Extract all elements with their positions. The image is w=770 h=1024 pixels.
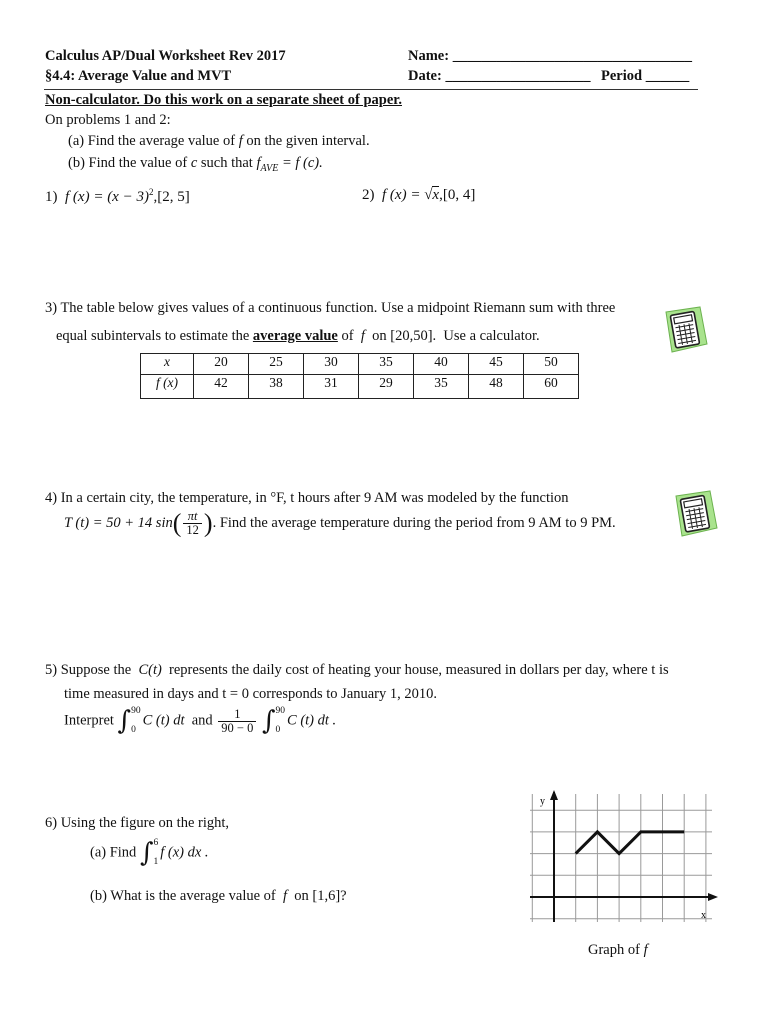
- date-field: Date: ____________________: [408, 68, 591, 84]
- function-line: [576, 832, 685, 854]
- problem-3-line1: 3) The table below gives values of a continuous function. Use a midpoint Riemann sum with three: [45, 300, 616, 316]
- name-field: Name: _________________________________: [408, 48, 692, 64]
- problem-6-part-b: (b) What is the average value of f on [1,6]?: [90, 888, 347, 904]
- graph-of-f: [520, 790, 720, 930]
- section-title: §4.4: Average Value and MVT: [45, 68, 232, 84]
- table-cell: 40: [414, 354, 469, 375]
- intro-part-b: (b) Find the value of c such that $f_{AVE} = f$ (c).: [68, 155, 323, 174]
- table-cell: 45: [469, 354, 524, 375]
- problem-5-line2: time measured in days and t = 0 corresponds to January 1, 2010.: [64, 686, 438, 702]
- problem-3-line2: equal subintervals to estimate the average value of f on [20,50]. Use a calculator.: [56, 328, 540, 344]
- table-cell: 20: [194, 354, 249, 375]
- calculator-icon: [670, 488, 722, 540]
- intro-part-a: (a) Find the average value of f on the given interval.: [68, 133, 370, 149]
- y-axis-label: y: [540, 796, 545, 807]
- table-row: [141, 375, 579, 399]
- table-cell: 42: [194, 375, 249, 399]
- header-divider: [44, 89, 698, 90]
- instruction: Non-calculator. Do this work on a separate sheet of paper.: [45, 92, 402, 108]
- period-field: Period ______: [601, 68, 690, 84]
- graph-caption: Graph of f: [588, 942, 648, 958]
- problem-2: 2) f (x) = √x,[0, 4]: [362, 187, 476, 203]
- table-header-x: x: [141, 354, 194, 375]
- table-cell: 25: [249, 354, 304, 375]
- table-cell: 31: [304, 375, 359, 399]
- table-cell: 35: [414, 375, 469, 399]
- worksheet-title: Calculus AP/Dual Worksheet Rev 2017: [45, 48, 286, 64]
- table-row: [141, 354, 579, 375]
- intro-line: On problems 1 and 2:: [45, 112, 171, 128]
- problem-4-formula: T (t) = 50 + 14 sin( $\frac{\pi t}{12}$ ). Find the average temperature during the period from 9 AM to 9 PM.: [64, 508, 616, 538]
- table-cell: 60: [524, 375, 579, 399]
- table-cell: 29: [359, 375, 414, 399]
- table-cell: 38: [249, 375, 304, 399]
- table-cell: 48: [469, 375, 524, 399]
- problem-1: 1) f $(x) = (x - 3)^2,[2$, 5]: [45, 187, 190, 205]
- problem-4-line1: 4) In a certain city, the temperature, in °F, t hours after 9 AM was modeled by the function: [45, 490, 569, 506]
- problem-6-part-a: (a) Find ∫ 6 1 f (x) dx .: [90, 838, 209, 868]
- problem-5-line1: 5) Suppose the C(t) represents the daily cost of heating your house, measured in dollars per day, where t is: [45, 662, 669, 678]
- values-table: [140, 353, 579, 399]
- x-axis-arrow: [708, 893, 718, 901]
- table-header-fx: f (x): [141, 375, 194, 399]
- calculator-icon: [660, 304, 712, 356]
- table-cell: 30: [304, 354, 359, 375]
- y-axis-arrow: [550, 790, 558, 800]
- problem-6-line1: 6) Using the figure on the right,: [45, 815, 230, 831]
- table-cell: 50: [524, 354, 579, 375]
- table-cell: 35: [359, 354, 414, 375]
- problem-5-integrals: Interpret ∫ 90 0 C (t) dt and $\frac{1}{90 - 0}$ ∫ 90 0 C (t) dt .: [64, 706, 337, 736]
- graph-grid: [530, 794, 712, 922]
- x-axis-label: x: [701, 910, 706, 921]
